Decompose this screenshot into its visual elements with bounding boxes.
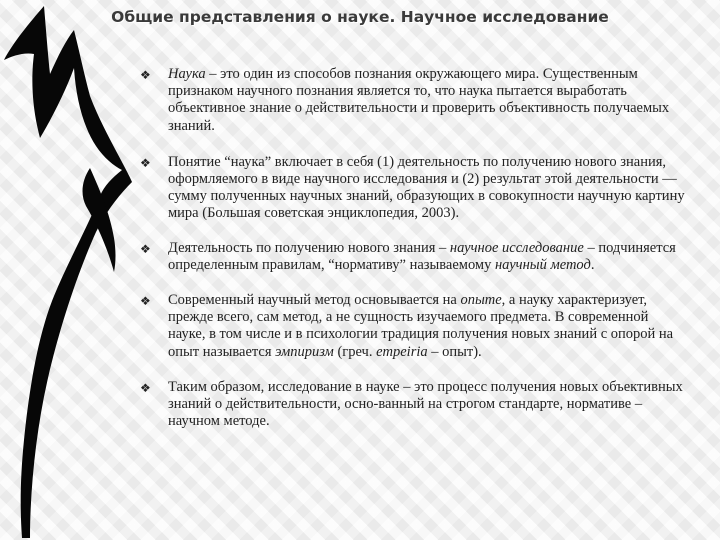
diamond-bullet-icon: ❖ [140,380,151,395]
diamond-bullet-icon: ❖ [140,155,151,170]
bullet-list [140,66,688,430]
decorative-swirl-shape [0,0,160,540]
bullet-item [140,154,688,223]
diamond-bullet-icon: ❖ [140,294,151,309]
bullet-text: Деятельность по получению нового знания – научное исследование – подчиняется определенным правилам, “нормативу” называемому научный метод. [168,239,676,273]
bullet-item [140,379,688,431]
bullet-text: Таким образом, исследование в науке – это процесс получения новых объективных знаний о действительности, осно-ванный на строгом стандарте, нормативе – научном методе. [168,378,683,430]
diamond-bullet-icon: ❖ [140,68,151,82]
bullet-item [140,292,688,361]
bullet-item [140,66,688,135]
bullet-text: Современный научный метод основывается на опыте, а науку характеризует, прежде всего, сам метод, а не сущность изучаемого предмета. В современной науке, в том числе и в психологии традиция получения новых знаний с опорой на опыт называется эмпиризм (греч. empeiria – опыт). [168,292,674,360]
bullet-item [140,240,688,274]
diamond-bullet-icon: ❖ [140,241,151,256]
bullet-text: Понятие “наука” включает в себя (1) деятельность по получению нового знания, оформляемого в виде научного исследования и (2) результат этой деятельности — сумму полученных научных знаний, образующих в совокупности научную картину мира (Большая советская энциклопедия, 2003). [168,153,685,222]
bullet-text: Наука – это один из способов познания окружающего мира. Существенным признаком научного познания является то, что наука пытается выработать объективное знание о действительности и проверить объективность получаемых знаний. [168,66,670,134]
slide-title: Общие представления о науке. Научное исследование [111,8,609,26]
